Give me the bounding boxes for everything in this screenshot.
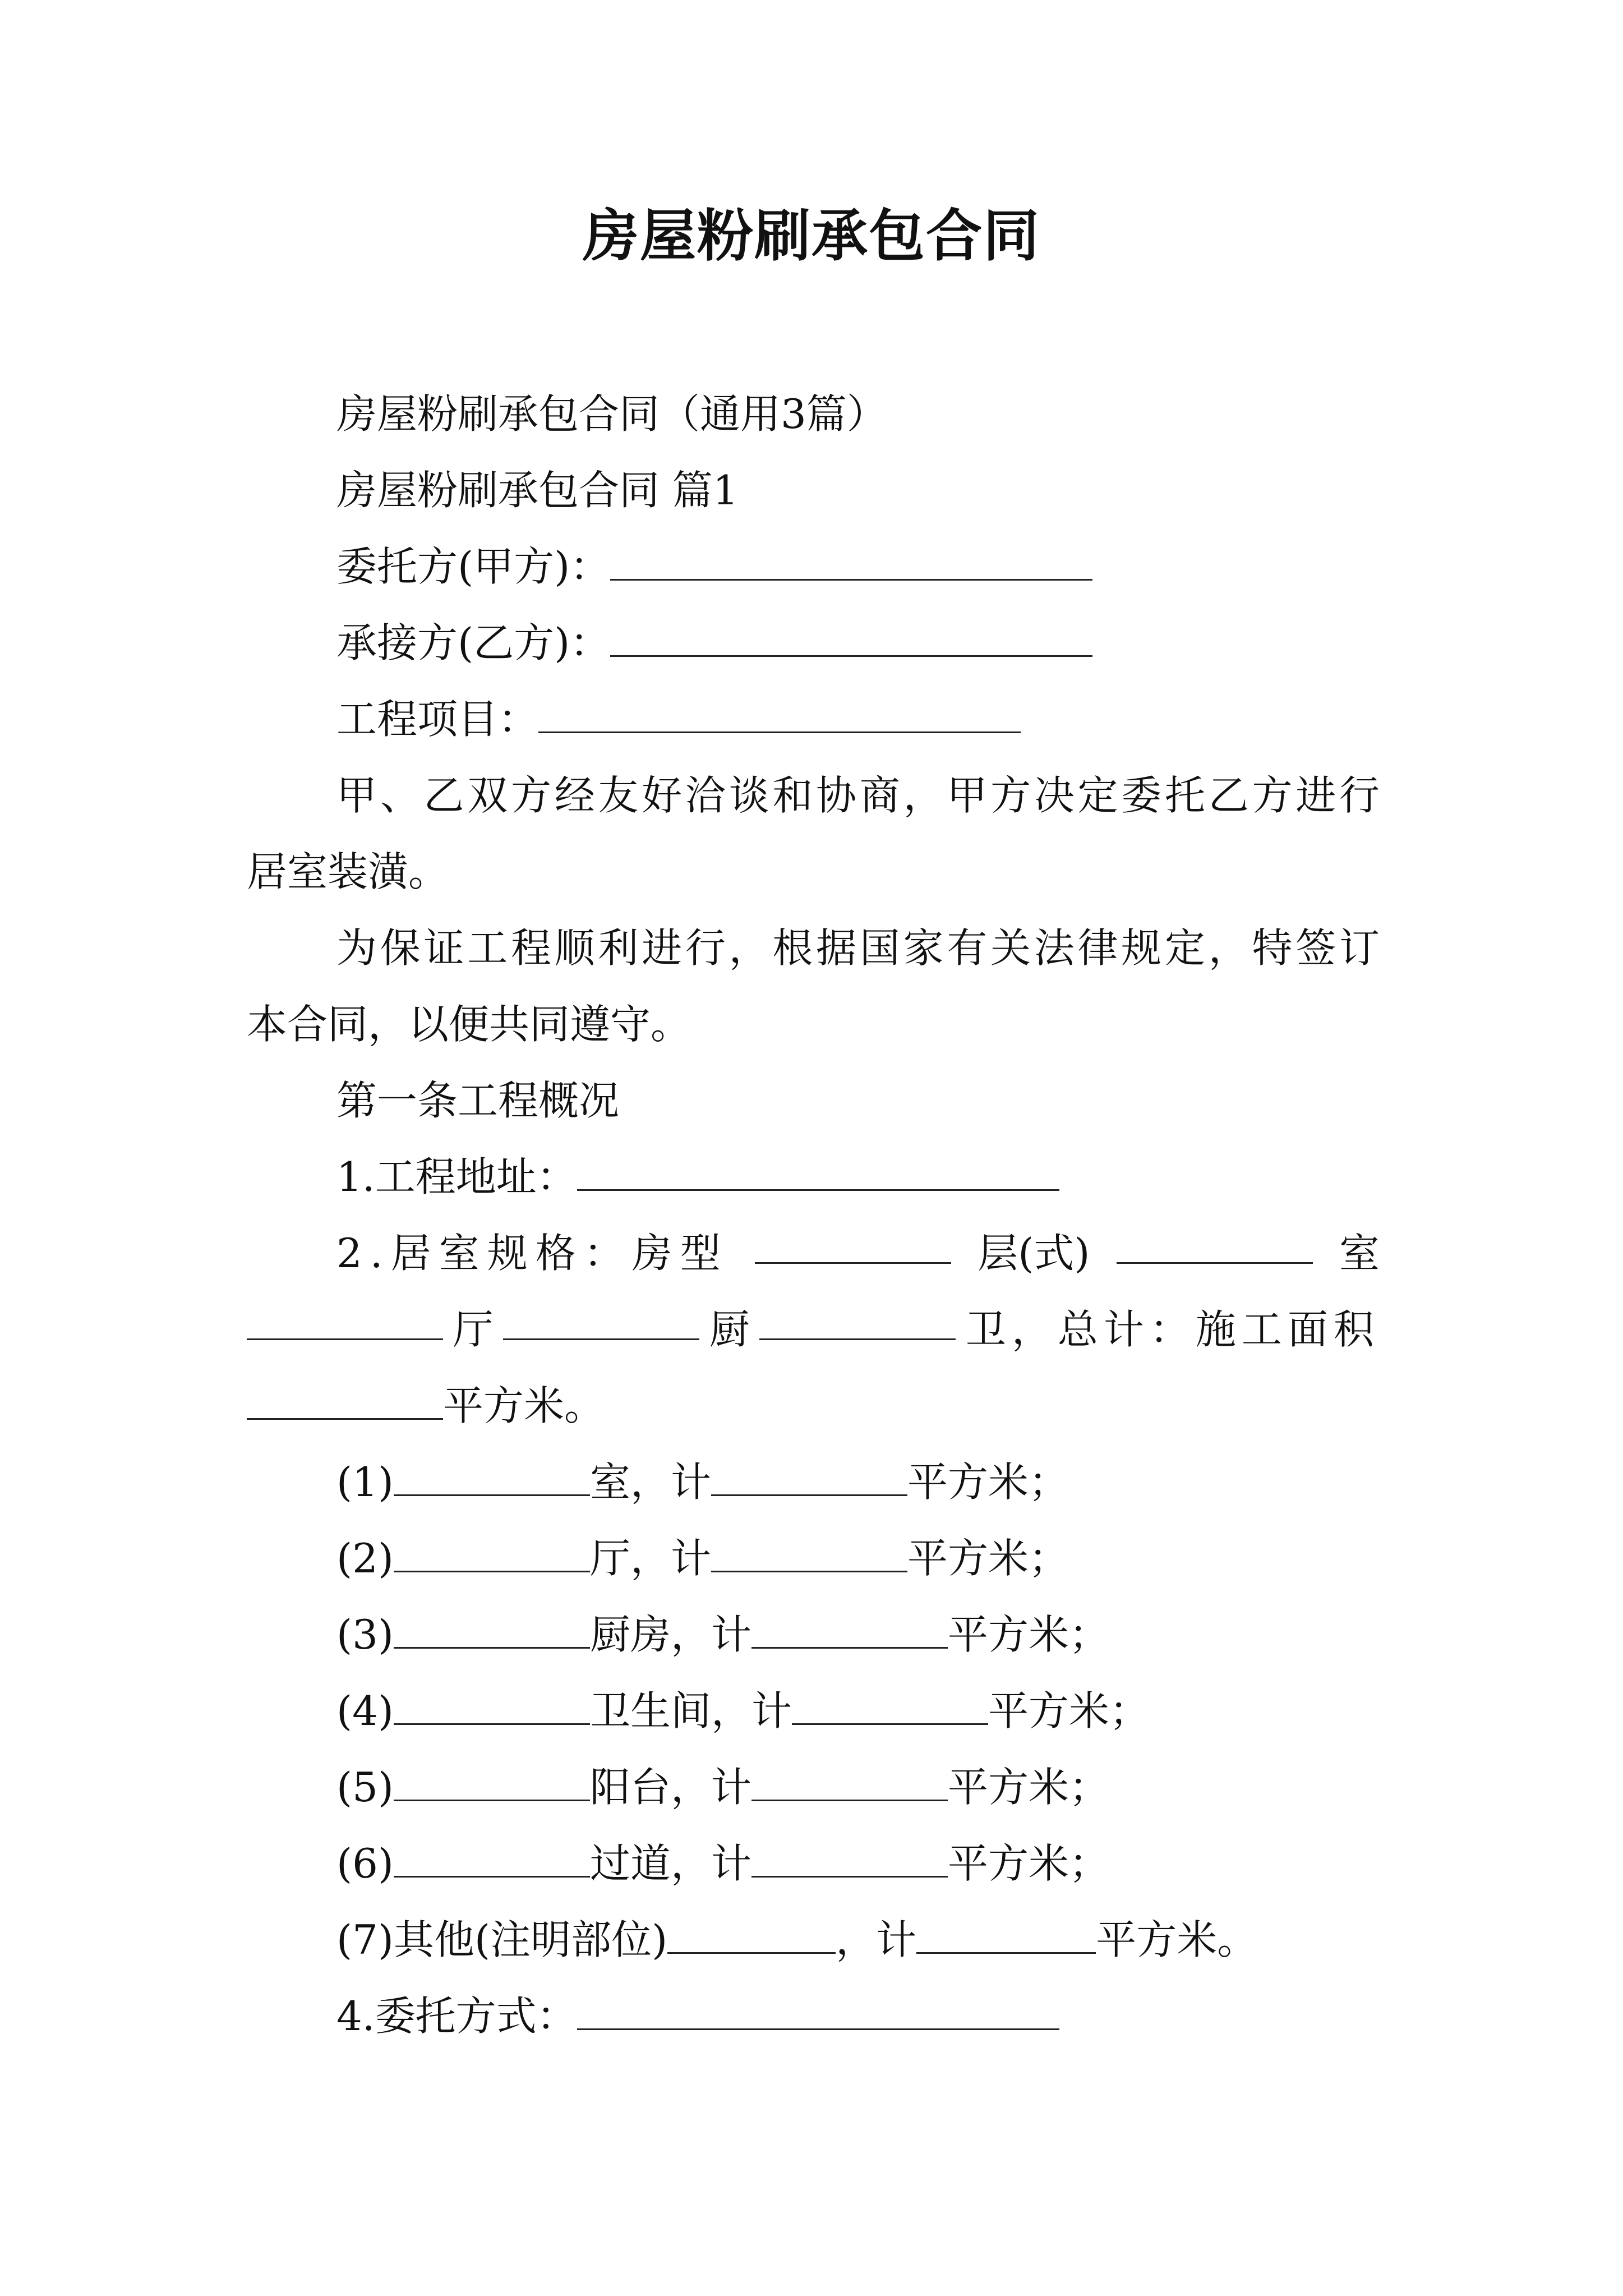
room-item-number: (6) <box>336 1840 394 1887</box>
item-1-blank <box>577 1152 1059 1191</box>
room-item-number: (5) <box>336 1764 394 1811</box>
room-item-unit: 平方米； <box>907 1535 1069 1582</box>
item-2-blank-2 <box>1117 1225 1313 1264</box>
project-line <box>336 691 1380 747</box>
item-1-line <box>336 1149 1380 1205</box>
room-item-4 <box>336 1683 1380 1739</box>
room-name-blank <box>394 1457 590 1496</box>
item-2-ceng: 层(式) <box>978 1230 1090 1277</box>
room-item-unit: 平方米； <box>907 1458 1069 1506</box>
paragraph-1-line-1: 甲、乙双方经友好洽谈和协商，甲方决定委托乙方进行 <box>336 772 1380 819</box>
item-2-line-2 <box>247 1301 1380 1358</box>
item-2-blank-4 <box>503 1301 699 1340</box>
room-item-6 <box>336 1835 1380 1892</box>
project-label: 工程项目： <box>336 696 539 743</box>
room-item-name: 厨房，计 <box>590 1611 752 1658</box>
room-item-2 <box>336 1530 1380 1586</box>
room-item-name: 卫生间，计 <box>590 1687 792 1734</box>
room-item-3 <box>336 1607 1380 1663</box>
item-7-area-blank <box>916 1915 1096 1954</box>
room-item-unit: 平方米； <box>988 1687 1150 1734</box>
room-area-blank <box>792 1686 988 1725</box>
paragraph-1-line-2: 居室装潢。 <box>247 848 449 895</box>
item-2-unit: 平方米。 <box>443 1382 605 1429</box>
room-item-5 <box>336 1759 1380 1815</box>
room-item-number: (2) <box>336 1535 394 1582</box>
room-name-blank <box>394 1610 590 1649</box>
item-2-blank-6 <box>247 1381 443 1420</box>
item-2-blank-3 <box>247 1301 443 1340</box>
item-2-line-3 <box>247 1378 1380 1434</box>
room-item-name: 室，计 <box>590 1458 712 1506</box>
room-item-number: (3) <box>336 1611 394 1658</box>
room-item-name: 厅，计 <box>590 1535 712 1582</box>
room-item-unit: 平方米； <box>948 1764 1110 1811</box>
item-2-line-1 <box>336 1225 1380 1281</box>
party-a-blank <box>610 542 1092 581</box>
item-1-label: 1.工程地址： <box>336 1153 577 1200</box>
party-b-blank <box>610 618 1092 657</box>
room-item-number: (4) <box>336 1687 394 1734</box>
room-name-blank <box>394 1686 590 1725</box>
room-item-1 <box>336 1454 1380 1510</box>
room-area-blank <box>751 1763 948 1801</box>
article-1-heading: 第一条工程概况 <box>336 1077 620 1124</box>
part-heading: 房屋粉刷承包合同 篇1 <box>336 467 739 514</box>
item-4-blank <box>577 1991 1059 2030</box>
room-item-name: 过道，计 <box>590 1840 752 1887</box>
room-area-blank <box>751 1839 948 1878</box>
item-7-part-blank <box>667 1915 836 1954</box>
party-a-line <box>336 539 1380 595</box>
item-7-unit: 平方米。 <box>1096 1916 1258 1963</box>
room-area-blank <box>711 1534 907 1572</box>
room-item-7 <box>336 1912 1380 1968</box>
room-name-blank <box>394 1534 590 1572</box>
room-area-blank <box>711 1457 907 1496</box>
party-b-label: 承接方(乙方)： <box>336 619 611 666</box>
room-name-blank <box>394 1839 590 1878</box>
paragraph-2-line-1: 为保证工程顺利进行，根据国家有关法律规定，特签订 <box>336 924 1380 972</box>
item-7-label: (7)其他(注明部位) <box>336 1916 668 1963</box>
item-4-label: 4.委托方式： <box>336 1993 577 2040</box>
item-2-blank-5 <box>759 1301 956 1340</box>
project-blank <box>538 694 1021 733</box>
party-a-label: 委托方(甲方)： <box>336 543 611 590</box>
room-item-unit: 平方米； <box>948 1840 1110 1887</box>
room-item-name: 阳台，计 <box>590 1764 752 1811</box>
item-2-chu: 厨 <box>709 1306 750 1353</box>
document-subtitle: 房屋粉刷承包合同（通用3篇） <box>336 390 887 438</box>
item-2-blank-1 <box>755 1225 951 1264</box>
item-2-ting: 厅 <box>453 1306 494 1353</box>
item-2-label: 2.居室规格：房型 <box>336 1230 728 1277</box>
room-area-blank <box>751 1610 948 1649</box>
item-4-line <box>336 1988 1380 2044</box>
item-7-mid: ，计 <box>836 1916 917 1963</box>
item-2-shi: 室 <box>1339 1230 1380 1277</box>
item-2-wei: 卫，总计：施工面积 <box>965 1306 1380 1353</box>
document-title: 房屋粉刷承包合同 <box>583 203 1040 269</box>
room-name-blank <box>394 1763 590 1801</box>
room-item-number: (1) <box>336 1458 394 1506</box>
paragraph-2-line-2: 本合同，以便共同遵守。 <box>247 1001 691 1048</box>
room-item-unit: 平方米； <box>948 1611 1110 1658</box>
party-b-line <box>336 615 1380 671</box>
